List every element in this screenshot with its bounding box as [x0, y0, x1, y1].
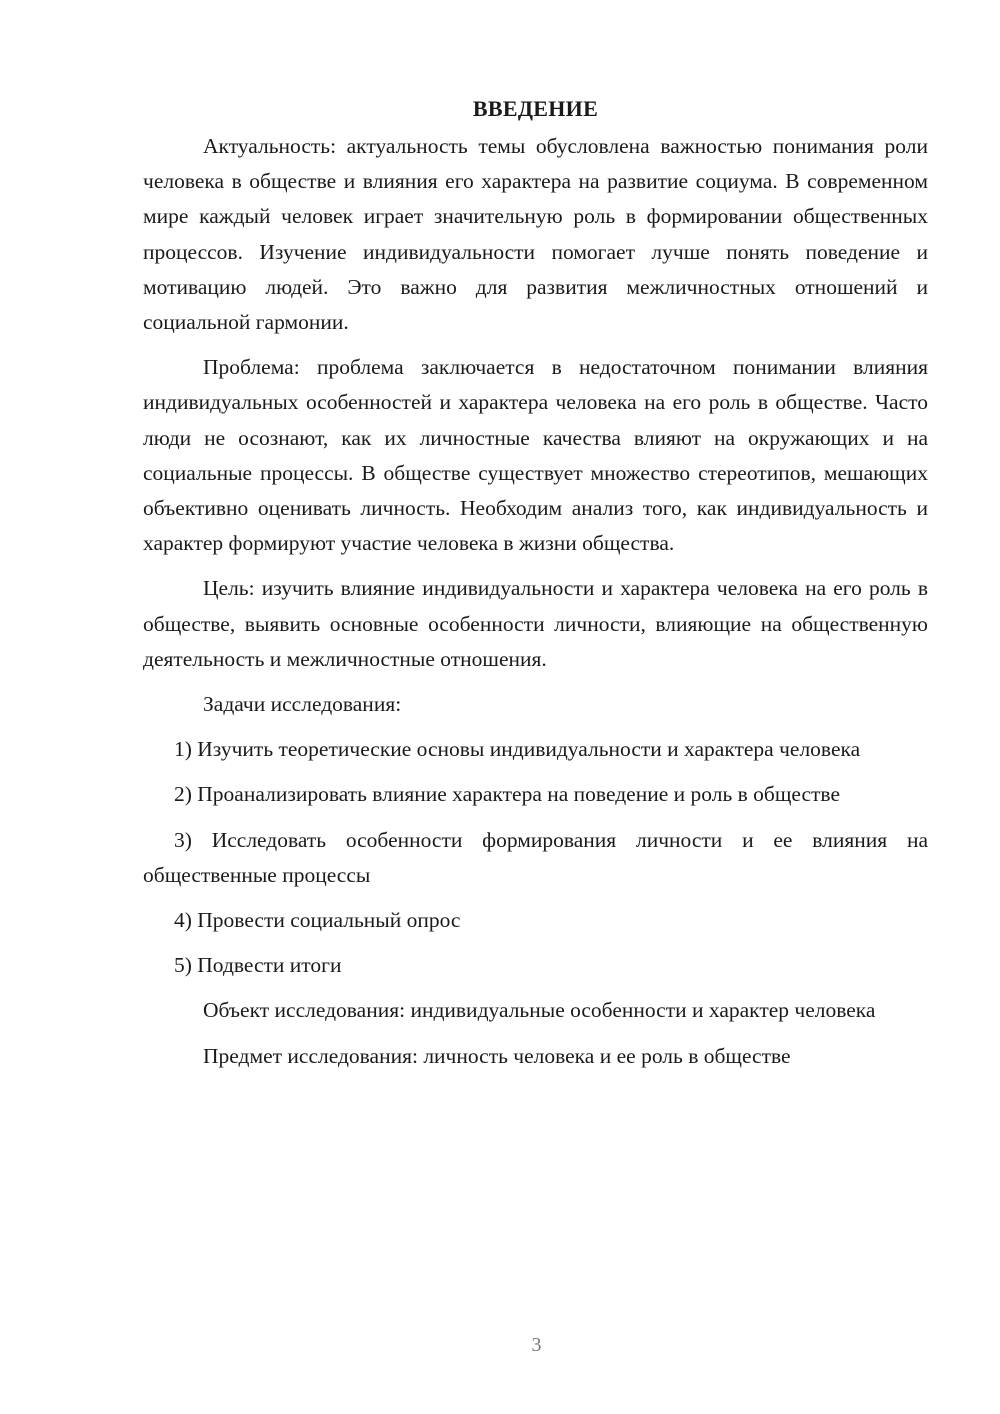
goal-paragraph: Цель: изучить влияние индивидуальности и характера человека на его роль в обществе, выявить основные особенности личности, влияющие на общественную деятельность и межличностные отношения. [143, 576, 928, 671]
task-item: 2) Проанализировать влияние характера на поведение и роль в обществе [174, 782, 840, 807]
subject-paragraph: Предмет исследования: личность человека и ее роль в обществе [203, 1043, 791, 1068]
tasks-heading: Задачи исследования: [203, 692, 402, 717]
page-number: 3 [531, 1334, 542, 1356]
problem-paragraph: Проблема: проблема заключается в недостаточном понимании влияния индивидуальных особенностей и характера человека на его роль в обществе. Часто люди не осознают, как их личностные качества влияют на окружающих и на социальные процессы. В обществе существует множество стереотипов, мешающих объективно оценивать личность. Необходим анализ того, как индивидуальность и характер формируют участие человека в жизни общества. [143, 355, 928, 556]
task-item: 5) Подвести итоги [174, 953, 342, 978]
task-item: 1) Изучить теоретические основы индивидуальности и характера человека [174, 737, 861, 762]
object-paragraph: Объект исследования: индивидуальные особенности и характер человека [203, 998, 876, 1023]
page-title: ВВЕДЕНИЕ [472, 96, 599, 121]
relevance-paragraph: Актуальность: актуальность темы обусловлена важностью понимания роли человека в обществе и влияния его характера на развитие социума. В современном мире каждый человек играет значительную роль в формировании общественных процессов. Изучение индивидуальности помогает лучше понять поведение и мотивацию людей. Это важно для развития межличностных отношений и социальной гармонии. [143, 134, 928, 335]
task-item: 3) Исследовать особенности формирования личности и ее влияния на общественные процессы [143, 827, 928, 887]
task-item: 4) Провести социальный опрос [174, 908, 461, 933]
document-page [143, 93, 928, 1084]
